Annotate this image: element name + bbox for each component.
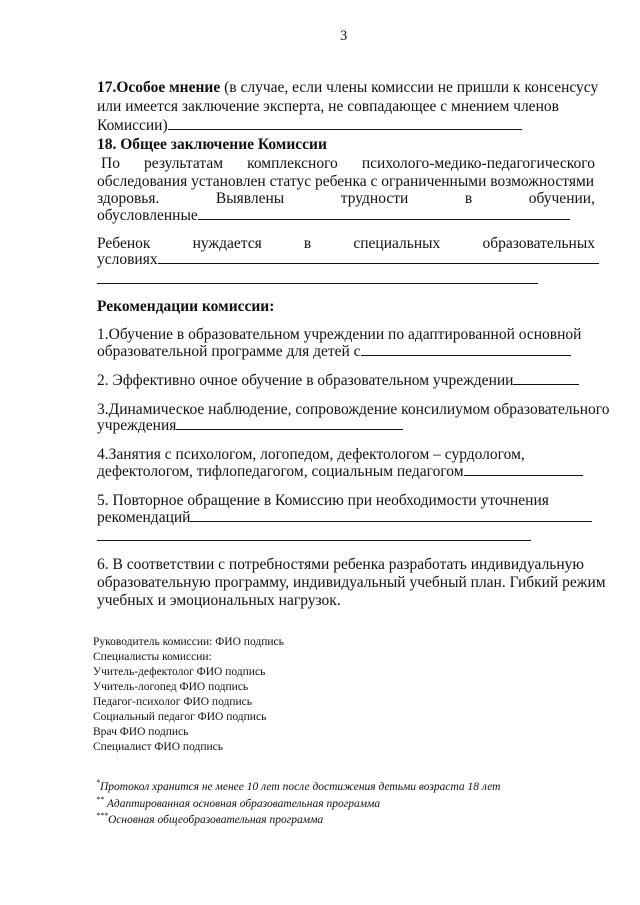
rec4-line1: 4.Занятия с психологом, логопедом, дефектологом – сурдологом, <box>97 446 525 463</box>
special-opinion-line3 <box>97 117 522 135</box>
conditioned-fill-line[interactable] <box>198 207 570 220</box>
rec2-line <box>97 372 579 390</box>
signature-line: Педагог-психолог ФИО подпись <box>93 696 252 708</box>
signature-line: Специалист ФИО подпись <box>93 741 223 753</box>
rec5-label: рекомендаций <box>97 509 191 526</box>
rec5-fill-line[interactable] <box>190 509 592 522</box>
word: здоровья. <box>97 190 160 207</box>
rec6-line1: 6. В соответствии с потребностями ребенка разработать индивидуальную <box>97 556 585 573</box>
rec5-extra-line[interactable] <box>97 540 531 541</box>
signature-line: Врач ФИО подпись <box>93 726 189 738</box>
page-number: 3 <box>340 28 348 44</box>
general-conclusion-heading-text: 18. Общее заключение Комиссии <box>97 136 327 153</box>
signature-line: Социальный педагог ФИО подпись <box>93 711 267 723</box>
rec5-line2 <box>97 509 592 527</box>
conditioned-label: обусловленные <box>97 207 198 224</box>
rec3-line1: 3.Динамическое наблюдение, сопровождение консилиумом образовательного <box>97 401 610 418</box>
footnote-text: Основная общеобразовательная программа <box>108 814 324 826</box>
word: Выявлены <box>215 190 285 207</box>
footnote <box>96 797 380 812</box>
word: результатам <box>144 155 224 172</box>
footnote <box>96 813 323 828</box>
general-conclusion-line3 <box>97 190 595 208</box>
footnote-text: Протокол хранится не менее 10 лет после достижения детьми возраста 18 лет <box>100 781 501 793</box>
conditions-extra-line[interactable] <box>97 283 538 284</box>
conditions-fill-line[interactable] <box>158 251 599 264</box>
signature-line: Специалисты комиссии: <box>93 651 212 663</box>
rec1-fill-line[interactable] <box>361 343 571 356</box>
special-opinion-line1 <box>97 79 598 97</box>
conditions-label: условиях <box>97 251 158 268</box>
rec1-label: образовательной программе для детей с <box>97 343 361 360</box>
word: в <box>464 190 473 207</box>
word: комплексного <box>247 155 338 172</box>
footnote <box>96 780 500 795</box>
rec2-label: 2. Эффективно очное обучение в образовательном учреждении <box>97 372 514 389</box>
special-opinion-heading: 17.Особое мнение <box>97 79 221 96</box>
footnote-text: Адаптированная основная образовательная программа <box>106 798 381 810</box>
rec1-line2 <box>97 343 571 361</box>
word: психолого-медико-педагогического <box>361 155 595 172</box>
special-opinion-line2: или имеется заключение эксперта, не совпадающее с мнением членов <box>97 98 559 115</box>
special-opinion-line3-text: Комиссии) <box>97 117 168 134</box>
footnote-mark: * <box>96 778 100 788</box>
rec6-line2: образовательную программу, индивидуальный учебный план. Гибкий режим <box>97 574 606 591</box>
footnote-mark: ** <box>96 795 104 805</box>
special-opinion-text: (в случае, если члены комиссии не пришли к консенсусу <box>220 79 599 96</box>
rec3-line2 <box>97 417 403 435</box>
signature-line: Учитель-дефектолог ФИО подпись <box>93 666 266 678</box>
word: По <box>101 155 120 172</box>
recommendations-heading <box>97 298 274 316</box>
word: обучении, <box>528 190 595 207</box>
word: нуждается <box>192 235 262 252</box>
rec4-line2 <box>97 463 583 481</box>
rec3-fill-line[interactable] <box>176 417 403 430</box>
rec1-line1: 1.Обучение в образовательном учреждении по адаптированной основной <box>97 326 582 343</box>
rec6-line3: учебных и эмоциональных нагрузок. <box>97 592 341 609</box>
rec2-fill-line[interactable] <box>513 372 579 385</box>
word: специальных <box>353 235 441 252</box>
general-conclusion-heading <box>97 136 327 154</box>
word: Ребенок <box>97 235 151 252</box>
word: трудности <box>340 190 409 207</box>
word: в <box>303 235 312 252</box>
special-opinion-fill-line[interactable] <box>168 117 522 130</box>
signature-line: Руководитель комиссии: ФИО подпись <box>93 636 284 648</box>
word: образовательных <box>482 235 595 252</box>
general-conclusion-line1 <box>101 155 595 173</box>
rec4-fill-line[interactable] <box>464 463 583 476</box>
rec3-label: учреждения <box>97 417 177 434</box>
footnote-mark: *** <box>96 811 108 821</box>
general-conclusion-line4 <box>97 207 570 225</box>
rec5-line1: 5. Повторное обращение в Комиссию при необходимости уточнения <box>97 492 549 509</box>
general-conclusion-line6 <box>97 251 599 269</box>
rec4-label: дефектологом, тифлопедагогом, социальным педагогом <box>97 463 464 480</box>
signature-line: Учитель-логопед ФИО подпись <box>93 681 249 693</box>
general-conclusion-line2: обследования установлен статус ребенка с ограниченными возможностями <box>97 173 595 190</box>
recommendations-heading-text: Рекомендации комиссии: <box>97 298 275 315</box>
